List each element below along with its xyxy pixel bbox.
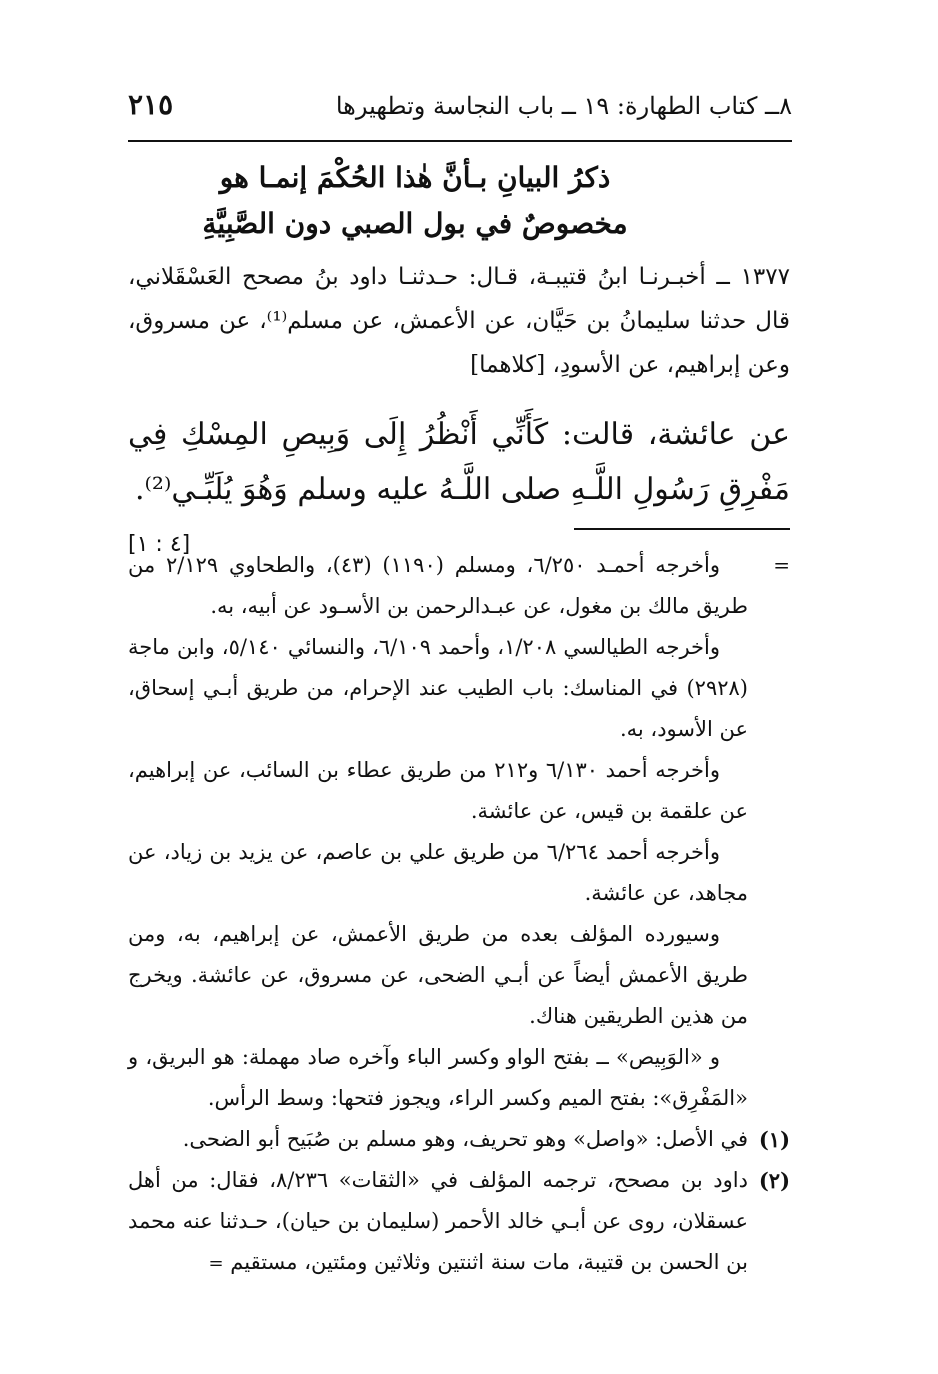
footnote-1	[128, 1119, 790, 1160]
section-title-line-1: ذكرُ البيانِ بـأنَّ هٰذا الحُكْمَ إنمـا هو	[219, 161, 611, 194]
running-title: ٨ــ كتاب الطهارة: ١٩ ــ باب النجاسة وتطهيرها	[335, 92, 792, 120]
page-number: ٢١٥	[128, 88, 174, 121]
footnote-2	[128, 1160, 790, 1284]
hadith-matn: عن عائشة، قالت: كَأَنِّي أَنْظُرُ إِلَى وَبِيصِ المِسْكِ فِي مَفْرِقِ رَسُولِ اللَّـهِ صلى اللَّـهُ عليه وسلم وَهُوَ يُلَبِّـي⁽²⁾.	[128, 417, 790, 507]
hadith-classification: [٤ : ١]	[128, 532, 191, 557]
footnote-number: (١)	[758, 1127, 790, 1152]
hadith-chain: ١٣٧٧ ــ أخبـرنـا ابنُ قتيبـة، قـال: حـدثنـا داود بنُ مصحح العَسْقَلاني، قال حدثنا سليمانُ بن حَيَّان، عن الأعمش، عن مسلم⁽¹⁾، عن مسروق، وعن إبراهيم، عن الأسودِ، [كلاهما]	[128, 264, 790, 378]
continued-note	[128, 545, 790, 1119]
header-rule	[128, 140, 792, 142]
note-paragraph: وأخرجه الطيالسي ١/٢٠٨، وأحمد ٦/١٠٩، والنسائي ٥/١٤٠، وابن ماجة (٢٩٢٨) في المناسك: باب الطيب عند الإحرام، من طريق أبـي إسحاق، عن الأسود، به.	[128, 635, 748, 741]
footnotes-area	[128, 545, 790, 1284]
note-paragraph: و «الوَبِيص» ــ بفتح الواو وكسر الباء وآخره صاد مهملة: هو البريق، و «المَفْرِق»: بفتح الميم وكسر الراء، ويجوز فتحها: وسط الرأس.	[128, 1045, 748, 1110]
footnote-text	[128, 1160, 748, 1284]
footnote-text: في الأصل: «واصل» وهو تحريف، وهو مسلم بن صُبَيح أبو الضحى.	[182, 1127, 748, 1151]
section-title	[180, 155, 650, 247]
note-paragraph: وسيورده المؤلف بعده من طريق الأعمش، عن إبراهيم، به، ومن طريق الأعمش أيضاً عن أبـي الضحى، عن مسروق، عن عائشة. ويخرج من هذين الطريقين هناك.	[128, 922, 748, 1028]
note-paragraph: وأخرجه أحمد ٦/٢٦٤ من طريق علي بن عاصم، عن يزيد بن زياد، عن مجاهد، عن عائشة.	[128, 840, 748, 905]
page-header	[128, 88, 792, 128]
note-paragraph: وأخرجه أحمـد ٦/٢٥٠، ومسلم (١١٩٠) (٤٣)، والطحاوي ٢/١٢٩ من طريق مالك بن مغول، عن عبـدالرحمن بن الأسـود عن أبيه، به.	[128, 553, 748, 618]
section-title-line-2: مخصوصٌ في بول الصبي دون الصَّبِيَّةِ	[202, 207, 628, 240]
continuation-mark: =	[773, 553, 790, 577]
note-paragraph: وأخرجه أحمد ٦/١٣٠ و٢١٢ من طريق عطاء بن السائب، عن إبراهيم، عن علقمة بن قيس، عن عائشة.	[128, 758, 748, 823]
footnote-body: داود بن مصحح، ترجمه المؤلف في «الثقات» ٨/٢٣٦، فقال: من أهل عسقلان، روى عن أبـي خالد الأحمر (سليمان بن حيان)، حـدثنا عنه محمد بن الحسن بن قتيبة، مات سنة اثنتين وثلاثين ومئتين، مستقيم	[128, 1168, 748, 1274]
continuation-mark: =	[208, 1253, 224, 1274]
footnote-number: (٢)	[758, 1168, 790, 1193]
footnote-separator	[574, 528, 790, 530]
